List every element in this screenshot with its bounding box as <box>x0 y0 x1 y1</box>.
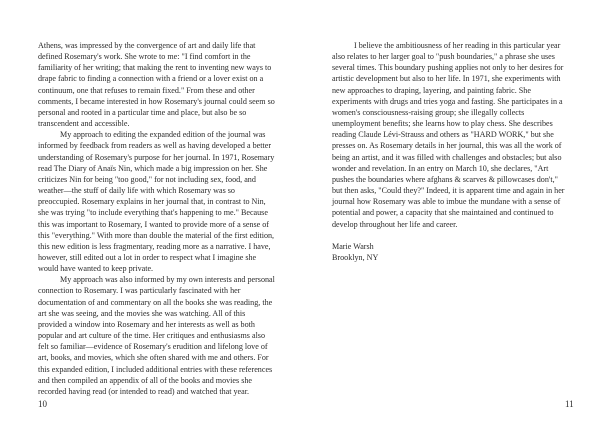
paragraph-1: Athens, was impressed by the convergence of art and daily life that defined Rosemary's work. She wrote to me: "I find comfort in the familiarity of her writing; that making the rent to inventing new ways to drape fabric to finding a connection with a friend or a lover exist on a continuum, one that refuses to remain fixed." From these and other comments, I became interested in how Rosemary's journal could seem so personal and rooted in a particular time and place, but also be so transcendent and accessible. <box>38 41 275 129</box>
left-page-text <box>38 40 276 397</box>
page-number-right: 11 <box>565 399 574 409</box>
right-page-text <box>332 40 570 263</box>
signature-place: Brooklyn, NY <box>332 252 379 262</box>
paragraph-4: I believe the ambitiousness of her reading in this particular year also relates to her larger goal to "push boundaries," a phrase she uses several times. This boundary pushing applies not only to her desires for artistic development but also to her life. In 1971, she experiments with new approaches to draping, layering, and painting fabric. She experiments with drugs and tries yoga and fasting. She participates in a women's consciousness-raising group; she illegally collects unemployment benefits; she learns how to play chess. She describes reading Claude Lévi-Strauss and others as "HARD WORK," but she presses on. As Rosemary details in her journal, this was all the work of being an artist, and it was filled with challenges and obstacles; but also wonder and revelation. In an entry on March 10, she declares, "Art pushes the boundaries where afghans & scarves & pillowcases don't," but then asks, "Could they?" Indeed, it is apparent time and again in her journal how Rosemary was able to imbue the mundane with a sense of potential and power, a capacity that she maintained and continued to develop throughout her life and career. <box>332 41 565 229</box>
paragraph-3: My approach was also informed by my own interests and personal connection to Rosemary. I was particularly fascinated with her documentation of and commentary on all the books she was reading, the art she was seeing, and the movies she was watching. All of this provided a window into Rosemary and her interests as well as both popular and art culture of the time. Her critiques and enthusiasms also felt so familiar—evidence of Rosemary's erudition and lifelong love of art, books, and movies, which she often shared with me and others. For this expanded edition, I included additional entries with these references and then compiled an appendix of all of the books and movies she recorded having read (or intended to read) and watched that year. <box>38 275 275 396</box>
signature-name: Marie Warsh <box>332 241 374 251</box>
right-page <box>300 0 600 430</box>
signature-block <box>332 241 570 263</box>
paragraph-2: My approach to editing the expanded edition of the journal was informed by feedback from readers as well as having developed a better understanding of Rosemary's purpose for her journal. In 1971, Rosemary read The Diary of Anaïs Nin, which made a big impression on her. She criticizes Nin for being "too good," for not including sex, food, and weather—the stuff of daily life with which Rosemary was so preoccupied. Rosemary explains in her journal that, in contrast to Nin, she was trying "to include everything that's happening to me." Because this was important to Rosemary, I wanted to provide more of a sense of this "everything." With more than double the material of the first edition, this new edition is less fragmentary, reading more as a narrative. I have, however, still edited out a lot in order to respect what I imagine she would have wanted to keep private. <box>38 130 275 274</box>
page-number-left: 10 <box>38 399 47 409</box>
